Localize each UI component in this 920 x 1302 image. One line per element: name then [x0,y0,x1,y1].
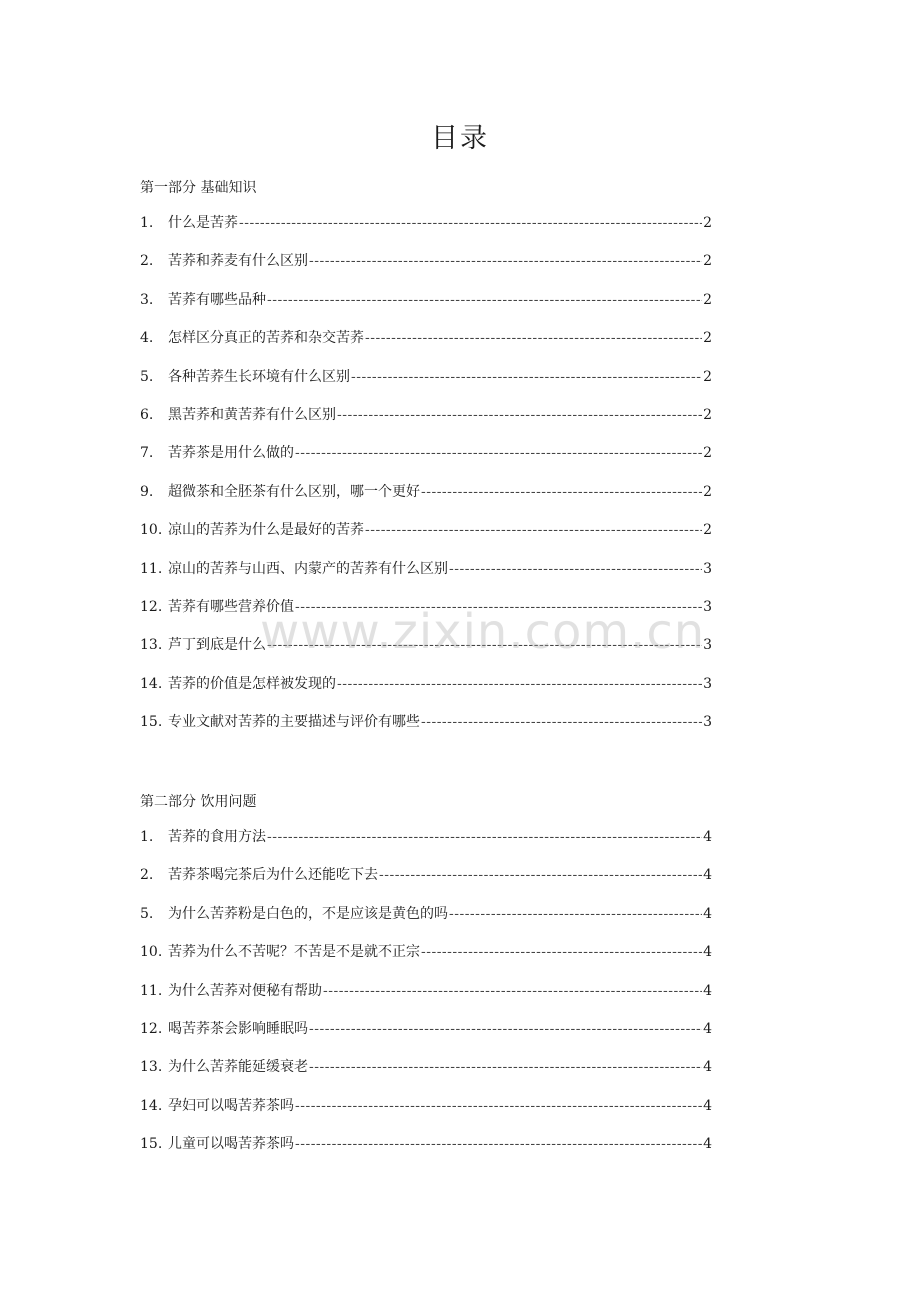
toc-entry-page-number: 4 [703,1059,712,1076]
toc-dot-leader [323,983,702,999]
toc-entry[interactable] [140,596,712,634]
toc-dot-leader [295,1098,702,1114]
toc-dot-leader [295,599,702,615]
toc-entry-title: 黑苦荞和黄苦荞有什么区别 [168,406,336,423]
toc-entry-page-number: 2 [703,253,712,270]
toc-entry-page-number: 4 [703,1136,712,1153]
toc-entry-number: 1. [140,215,154,231]
toc-entry[interactable] [140,519,712,557]
toc-entry-number: 4. [140,330,154,347]
toc-entry-title: 为什么苦荞对便秘有帮助 [168,982,322,999]
toc-dot-leader [309,253,702,269]
toc-entry[interactable] [140,442,712,480]
toc-dot-leader [449,561,702,577]
toc-dot-leader [295,445,702,461]
toc-entry-number: 15. [140,714,163,731]
toc-entry-number: 10. [140,522,163,539]
toc-entry[interactable] [140,1018,712,1056]
toc-entry-number: 9. [140,483,154,500]
toc-dot-leader [351,369,702,385]
toc-entry-number: 14. [140,1097,163,1114]
toc-entry-page-number: 2 [703,368,712,385]
toc-entry-page-number: 2 [703,445,712,462]
toc-dot-leader [365,522,702,538]
toc-entry[interactable] [140,212,712,250]
toc-entry-title: 为什么苦荞能延缓衰老 [168,1059,308,1076]
toc-entry-title: 各种苦荞生长环境有什么区别 [168,368,350,385]
toc-entry-page-number: 4 [703,1097,712,1114]
toc-dot-leader [295,1136,702,1152]
toc-entry[interactable] [140,289,712,327]
toc-entry-number: 1. [140,829,154,845]
toc-entry-page-number: 4 [703,867,712,884]
toc-entry-title: 苦荞的食用方法 [168,829,266,845]
toc-entry[interactable] [140,404,712,442]
toc-entry-number: 11. [140,982,163,999]
toc-entry-title: 超微茶和全胚茶有什么区别，哪一个更好 [168,483,420,500]
toc-entry[interactable] [140,1133,712,1171]
toc-entry-page-number: 3 [703,637,712,654]
toc-entry-page-number: 3 [703,714,712,731]
toc-dot-leader [379,867,702,883]
toc-dot-leader [421,714,702,730]
toc-entry[interactable] [140,980,712,1018]
toc-entry-title: 凉山的苦荞与山西、内蒙产的苦荞有什么区别 [168,560,448,577]
toc-entry[interactable] [140,366,712,404]
toc-entry-title: 孕妇可以喝苦荞茶吗 [168,1097,294,1114]
toc-entry[interactable] [140,711,712,749]
toc-dot-leader [239,215,702,231]
toc-dot-leader [267,829,702,845]
toc-entry-number: 13. [140,1059,163,1076]
toc-entry[interactable] [140,826,712,864]
toc-dot-leader [421,484,702,500]
toc-entry-number: 5. [140,368,154,385]
toc-entry-title: 苦荞有哪些营养价值 [168,598,294,615]
toc-entry[interactable] [140,1056,712,1094]
toc-entry-page-number: 2 [703,522,712,539]
toc-entry-title: 芦丁到底是什么 [168,637,266,654]
toc-entry-number: 3. [140,291,154,308]
toc-entry[interactable] [140,327,712,365]
toc-entry[interactable] [140,903,712,941]
toc-entry-page-number: 2 [703,330,712,347]
toc-entry[interactable] [140,481,712,519]
toc-entry[interactable] [140,634,712,672]
toc-entry-page-number: 4 [703,905,712,922]
section-heading-part2: 第二部分 饮用问题 [140,794,257,810]
toc-list-part1 [140,212,712,749]
toc-entry-page-number: 2 [703,215,712,231]
toc-entry-page-number: 4 [703,982,712,999]
toc-dot-leader [309,1059,702,1075]
toc-dot-leader [267,637,702,653]
toc-dot-leader [337,676,702,692]
toc-entry-page-number: 2 [703,291,712,308]
toc-entry-title: 苦荞茶是用什么做的 [168,445,294,462]
toc-entry-number: 12. [140,1020,163,1037]
toc-entry-number: 5. [140,905,154,922]
toc-entry-page-number: 4 [703,1020,712,1037]
toc-entry[interactable] [140,1095,712,1133]
toc-entry-title: 凉山的苦荞为什么是最好的苦荞 [168,522,364,539]
toc-entry-number: 10. [140,944,163,961]
toc-entry-page-number: 3 [703,598,712,615]
toc-entry[interactable] [140,558,712,596]
toc-dot-leader [337,407,702,423]
toc-entry-number: 12. [140,598,163,615]
toc-entry-number: 2. [140,253,154,270]
toc-entry[interactable] [140,250,712,288]
watermark: www.zixin.com.cn [260,604,706,660]
toc-entry-page-number: 3 [703,675,712,692]
toc-entry-number: 13. [140,637,163,654]
toc-dot-leader [421,944,702,960]
toc-entry-number: 11. [140,560,163,577]
toc-entry-title: 专业文献对苦荞的主要描述与评价有哪些 [168,714,420,731]
toc-entry-title: 苦荞有哪些品种 [168,291,266,308]
toc-entry-title: 苦荞的价值是怎样被发现的 [168,675,336,692]
toc-dot-leader [267,292,702,308]
toc-entry-title: 什么是苦荞 [168,215,238,231]
toc-entry-title: 喝苦荞茶会影响睡眠吗 [168,1020,308,1037]
toc-dot-leader [365,330,702,346]
toc-entry-title: 苦荞和荞麦有什么区别 [168,253,308,270]
toc-dot-leader [309,1021,702,1037]
toc-entry[interactable] [140,941,712,979]
toc-entry-title: 苦荞茶喝完茶后为什么还能吃下去 [168,867,378,884]
toc-entry[interactable] [140,673,712,711]
toc-entry-page-number: 3 [703,560,712,577]
page-title: 目录 [431,123,489,154]
toc-entry-number: 14. [140,675,163,692]
toc-entry[interactable] [140,864,712,902]
section-heading-part1: 第一部分 基础知识 [140,180,257,196]
toc-entry-number: 15. [140,1136,163,1153]
toc-entry-title: 为什么苦荞粉是白色的，不是应该是黄色的吗 [168,905,448,922]
toc-dot-leader [449,906,702,922]
toc-entry-page-number: 4 [703,944,712,961]
toc-entry-number: 2. [140,867,154,884]
toc-entry-page-number: 4 [703,829,712,845]
toc-entry-title: 儿童可以喝苦荞茶吗 [168,1136,294,1153]
toc-entry-page-number: 2 [703,406,712,423]
toc-entry-title: 苦荞为什么不苦呢？不苦是不是就不正宗 [168,944,420,961]
toc-list-part2 [140,826,712,1172]
toc-entry-page-number: 2 [703,483,712,500]
toc-entry-title: 怎样区分真正的苦荞和杂交苦荞 [168,330,364,347]
toc-entry-number: 6. [140,406,154,423]
toc-entry-number: 7. [140,445,154,462]
